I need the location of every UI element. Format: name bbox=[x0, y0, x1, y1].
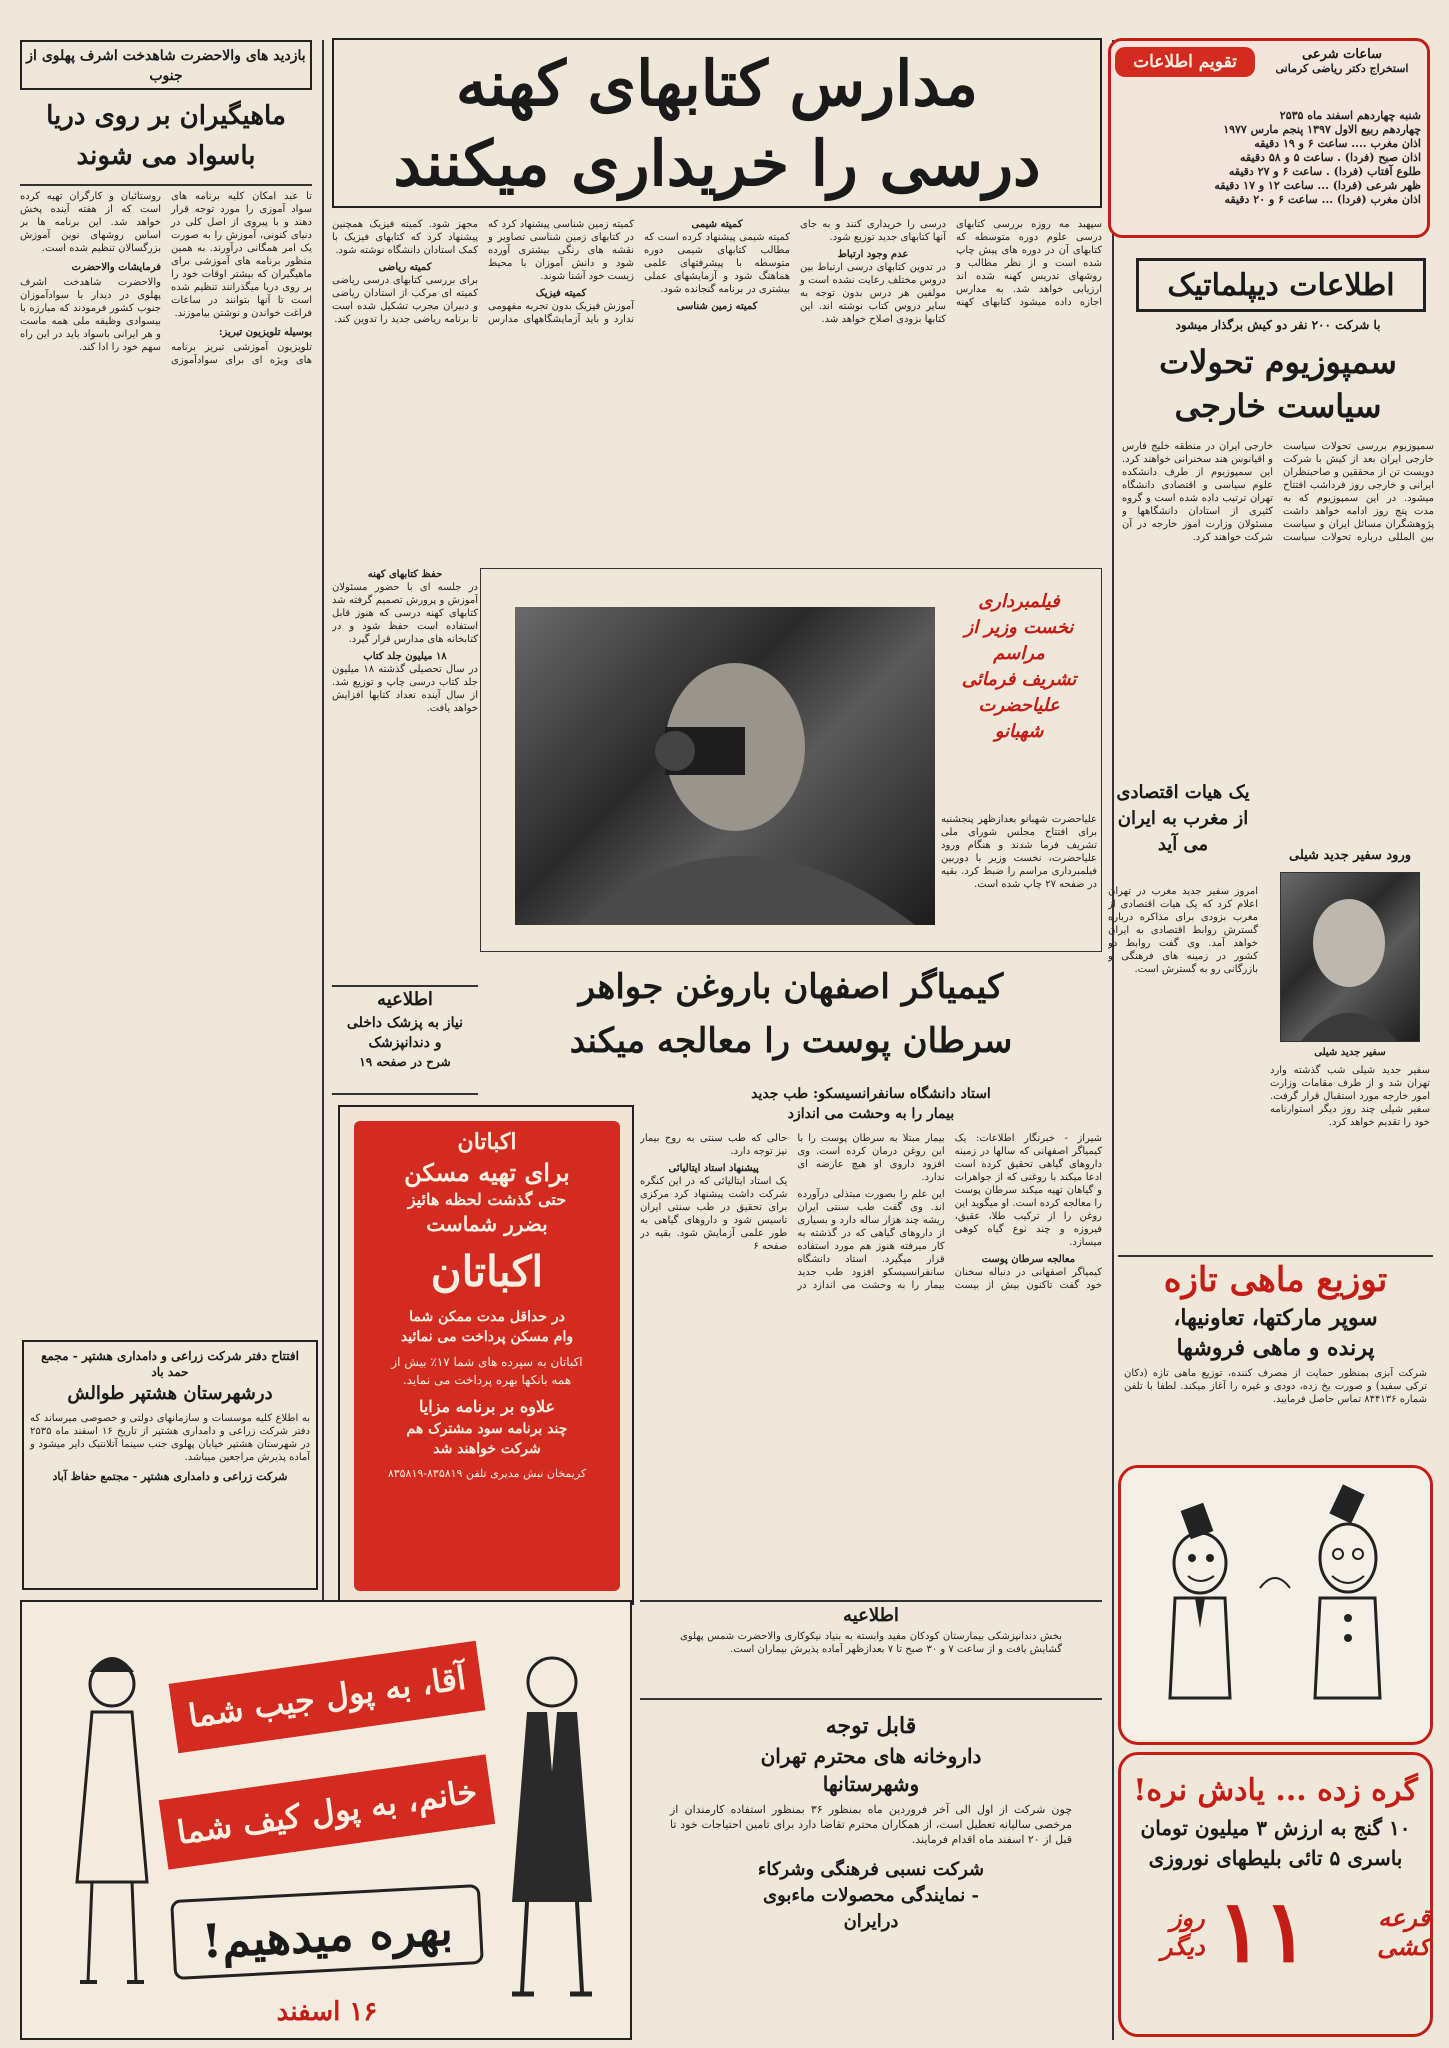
maskan-line-9: چند برنامه سود مشترک هم bbox=[406, 1421, 568, 1437]
economic-headline-1: یک هیات اقتصادی bbox=[1116, 782, 1250, 803]
schools-continued bbox=[332, 568, 478, 968]
main-headline-1: مدارس کتابهای کهنه bbox=[455, 47, 979, 120]
schools-sub-f: حفظ کتابهای کهنه bbox=[367, 569, 443, 580]
lottery-label-left: روز دیگر bbox=[1160, 1902, 1205, 1961]
photo-caption: علیاحضرت شهبانو بعدازظهر پنجشنبه برای افتتاح مجلس شورای ملی تشریف فرما شدند و هنگام ورود علیاحضرت، نخست وزیر با دوربین فیلمبرداری مراسم را ضبط کرد. بقیه در صفحه ۲۷ چاپ شده است. bbox=[941, 814, 1097, 890]
fishermen-headline bbox=[20, 96, 312, 186]
bank-date: ۱۶ اسفند bbox=[276, 1997, 378, 2027]
calendar-time: طلوع آفتاب (فردا) . ساعت ۶ و ۲۷ دقیقه bbox=[1228, 165, 1421, 178]
schools-article bbox=[332, 218, 1102, 563]
pharmacy-sub-2: وشهرستانها bbox=[822, 1772, 920, 1796]
isfahan-col1-sub: معالجه سرطان پوست bbox=[981, 1254, 1076, 1265]
dental-notice-title: اطلاعیه bbox=[377, 989, 433, 1010]
diplomatic-headline bbox=[1122, 340, 1434, 432]
calendar-time: اذان صبح (فردا) . ساعت ۵ و ۵۸ دقیقه bbox=[1240, 151, 1421, 164]
pm-camera-photo bbox=[515, 607, 935, 925]
isfahan-headline-2: سرطان پوست را معالجه میکند bbox=[569, 1021, 1013, 1061]
diplomatic-headline-2: سیاست خارجی bbox=[1174, 387, 1382, 425]
isfahan-col2: این علم را بصورت مبتذلی درآورده اند. وی گفت طب سنتی ایران ریشه چند هزار ساله دارد و بسیاری از داروهای گیاهی که در گذشته به کار میرفته هنوز هم مورد استفاده قرار میگیرد. استاد دانشگاه سانفرانسیسکو افزود طب جدید بیمار را به وحشت می اندازد در حالی که طب سنتی به روح بیمار نیز توجه دارد. bbox=[640, 1133, 945, 1291]
schools-sub-b: کمیته شیمی bbox=[691, 219, 743, 230]
maskan-line-5: وام مسکن پرداخت می نمائید bbox=[400, 1329, 574, 1345]
isfahan-subhead bbox=[640, 1084, 1102, 1128]
schools-sub-e: کمیته ریاضی bbox=[378, 262, 432, 273]
fishermen-subhead-1: بوسیله تلویزیون تبریز: bbox=[218, 327, 312, 338]
calendar-title: تقویم اطلاعات bbox=[1115, 47, 1255, 77]
cartoon-illustration bbox=[1120, 1468, 1430, 1740]
maskan-line-10: شرکت خواهند شد bbox=[433, 1441, 541, 1457]
fish-sub-2: پرنده و ماهی فروشها bbox=[1176, 1335, 1375, 1361]
lottery-headline: گره زده ... یادش نره! bbox=[1133, 1773, 1418, 1808]
maskan-ad bbox=[338, 1105, 634, 1605]
pharmacy-notice bbox=[640, 1710, 1102, 2040]
photo-headline-4: تشریف فرمائی bbox=[961, 669, 1077, 690]
hospital-notice bbox=[640, 1600, 1102, 1700]
calendar-date-1: شنبه چهاردهم اسفند ماه ۲۵۳۵ bbox=[1279, 109, 1421, 122]
isfahan-sub-2: بیمار را به وحشت می اندازد bbox=[787, 1106, 955, 1122]
calendar-box bbox=[1108, 38, 1430, 238]
maskan-line-7: همه بانکها بهره پرداخت می نماید. bbox=[402, 1373, 572, 1387]
top-left-box: بازدید های والاحضرت شاهدخت اشرف پهلوی از جنوب bbox=[20, 40, 312, 90]
photo-headline-6: شهبانو bbox=[994, 721, 1044, 742]
agriculture-title: افتتاح دفتر شرکت زراعی و دامداری هشتپر - مجمع حمد باد bbox=[41, 1349, 299, 1379]
lottery-line-1: ۱۰ گنج به ارزش ۳ میلیون تومان bbox=[1140, 1816, 1411, 1840]
photo-story-headline bbox=[941, 589, 1097, 809]
main-headline-2: درسی را خریداری میکنند bbox=[393, 127, 1041, 200]
fishermen-article bbox=[20, 190, 312, 1300]
schools-body-1: سپهبد مه روزه بررسی کتابهای درسی علوم دوره متوسطه که کتابهای آن در دوره های پیش چاپ شده است و از نظر مطالب و روشهای تدریس کهنه شده اند ارزیابی خواهد شد. به مدارس اجازه داده میشود کتابهای کهنه درسی را خریداری کنند و به جای آنها کتابهای جدید توزیع شود. bbox=[800, 219, 1102, 308]
calendar-time: اذان مغرب (فردا) ... ساعت ۶ و ۲۰ دقیقه bbox=[1224, 193, 1421, 206]
bank-banner-1: آقا، به پول جیب شما bbox=[169, 1641, 486, 1753]
maskan-line-1: برای تهیه مسکن bbox=[404, 1158, 570, 1187]
schools-body-5: آموزش فیزیک بدون تجربه مفهومی ندارد و باید آزمایشگاههای مدارس مجهز شود. کمیته فیزیک همچنین پیشنهاد کرد که کتابهای فیزیک با کمک استادان دانشگاه نوشته شود. bbox=[332, 219, 634, 325]
maskan-ad-panel bbox=[354, 1121, 620, 1591]
pharmacy-company-1: شرکت نسبی فرهنگی وشرکاء bbox=[757, 1859, 985, 1880]
diplomatic-subtitle: با شرکت ۲۰۰ نفر دو کیش برگذار میشود bbox=[1175, 318, 1381, 332]
maskan-line-2: حتی گذشت لحظه هائیز bbox=[407, 1190, 567, 1209]
ambassador-title: ورود سفیر جدید شیلی bbox=[1288, 848, 1412, 863]
schools-sub-g: ۱۸ میلیون جلد کتاب bbox=[363, 651, 447, 662]
bank-banner-2: خانم، به پول کیف شما bbox=[159, 1754, 496, 1869]
economic-headline-3: می آید bbox=[1157, 834, 1209, 855]
diplomatic-headline-1: سمپوزیوم تحولات bbox=[1159, 343, 1397, 381]
schools-sub-c: کمیته زمین شناسی bbox=[676, 301, 758, 312]
maskan-line-4: در حداقل مدت ممکن شما bbox=[409, 1309, 565, 1325]
ambassador-photo bbox=[1280, 872, 1420, 1042]
pharmacy-company-2: - نمایندگی محصولات ماءبوی bbox=[763, 1885, 979, 1906]
fish-sub-1: سوپر مارکتها، تعاونیها، bbox=[1173, 1305, 1378, 1331]
diplomatic-body: سمپوزیوم بررسی تحولات سیاست خارجی ایران بعد از کیش با شرکت دویست تن از محققین و صاحبنظران ایرانی و خارجی روز فرداشب افتتاح میشود. در این سمپوزیوم که به مدت پنج روز ادامه خواهد داشت پژوهشگران مسائل ایران و سیاست بین المللی درباره تحولات سیاست خارجی ایران در منطقه خلیج فارس و اقیانوس هند سخنرانی خواهند کرد. این سمپوزیوم از طرف دانشکده علوم سیاسی و اقتصادی دانشگاه تهران ترتیب داده شده است و گروه کثیری از استادان دانشگاهها و مسئولان وزارت امور خارجه در آن شرکت خواهند کرد. bbox=[1122, 441, 1434, 543]
isfahan-col1: شیراز - خبرنگار اطلاعات: یک کیمیاگر اصفهانی که سالها در زمینه داروهای گیاهی تحقیق کرده است ادعا میکند با روغنی که از جواهرات و گیاهان تهیه میکند سرطان پوست را معالجه کرده است. او میگوید این روغن را از ترکیب طلا، عقیق، فیروزه و چند نوع گیاه کوهی میسازد. bbox=[954, 1133, 1102, 1248]
fishermen-body-3: والاحضرت شاهدخت اشرف پهلوی در دیدار با سوادآموزان جنوب کشور فرمودند که مبارزه با بیسوادی وظیفه ملی همه ماست و هر ایرانی باسواد باید در این راه سهم خود را ادا کند. bbox=[20, 277, 161, 353]
fish-box bbox=[1118, 1255, 1433, 1455]
economic-headline bbox=[1108, 780, 1258, 880]
lottery-number: ۱۱ bbox=[1216, 1881, 1310, 1982]
isfahan-headline bbox=[480, 960, 1102, 1080]
photo-headline-5: علیاحضرت bbox=[978, 695, 1060, 716]
dental-notice bbox=[332, 985, 478, 1095]
lottery-label-right: قرعه کشی bbox=[1377, 1902, 1430, 1961]
fish-body: شرکت آبزی بمنظور حمایت از مصرف کننده، توزیع ماهی تازه (دکان ترکی سفید) و صورت یخ زده، دودی و غیره را آغاز میکند. لطفا با تلفن شماره ۸۴۴۱۳۶ تماس حاصل فرمایید. bbox=[1124, 1368, 1427, 1405]
maskan-brand-big: اکباتان bbox=[430, 1247, 544, 1296]
fishermen-headline-1: ماهیگیران بر روی دریا bbox=[46, 101, 286, 131]
pharmacy-body: چون شرکت از اول الی آخر فروردین ماه بمنظور ۳۶ بمنظور استفاده کارمندان از مرخصی سالیانه تعطیل است، از همکاران محترم تقاضا دارد برای تامین احتیاجات خود تا قبل از ۲۰ اسفند ماه اقدام فرمایند. bbox=[670, 1803, 1072, 1846]
agriculture-headline: درشهرستان هشتپر طوالش bbox=[67, 1383, 273, 1404]
bank-slogan: بهره میدهیم! bbox=[170, 1884, 484, 1980]
maskan-line-3: بضرر شماست bbox=[426, 1212, 548, 1236]
cartoon-box bbox=[1118, 1465, 1433, 1745]
calendar-date-2: چهاردهم ربیع الاول ۱۳۹۷ پنجم مارس ۱۹۷۷ bbox=[1223, 123, 1421, 136]
schools-body-8: در سال تحصیلی گذشته ۱۸ میلیون جلد کتاب درسی چاپ و توزیع شد. از سال آینده تعداد کتابها افزایش خواهد یافت. bbox=[332, 664, 478, 714]
schools-sub-a: عدم وجود ارتباط bbox=[837, 249, 909, 260]
prayer-subtitle: استخراج دکتر ریاضی کرمانی bbox=[1275, 62, 1409, 75]
hospital-notice-body: بخش دندانپزشکی بیمارستان کودکان مفید وابسته به بنیاد نیکوکاری والاحضرت شمس پهلوی گشایش یافت و از ساعت ۷ و ۳۰ صبح تا ۷ بعدازظهر آماده پذیرش بیماران است. bbox=[680, 1631, 1062, 1655]
schools-body-6: برای بررسی کتابهای درسی ریاضی کمیته ای مرکب از استادان ریاضی و دبیران مجرب تشکیل شده است تا برنامه ریاضی جدید را تدوین کند. bbox=[332, 275, 478, 325]
dental-notice-sub-1: نیاز به پزشک داخلی bbox=[346, 1015, 464, 1031]
dental-notice-sub-3: شرح در صفحه ۱۹ bbox=[359, 1055, 451, 1069]
maskan-line-8: علاوه بر برنامه مزایا bbox=[418, 1397, 556, 1416]
isfahan-col2b: یک استاد ایتالیائی که در این کنگره شرکت داشت پیشنهاد کرد مرکزی برای تحقیق در طب سنتی ایران تاسیس شود و داروهای گیاهی به طور علمی آزمایش شود. بقیه در صفحه ۶ bbox=[640, 1176, 788, 1252]
maskan-line-6: اکباتان به سپرده های شما ۱۷٪ بیش از bbox=[391, 1355, 583, 1369]
fishermen-subhead-2: فرمایشات والاحضرت bbox=[71, 262, 161, 273]
pharmacy-company-3: درایران bbox=[843, 1911, 899, 1932]
lottery-box bbox=[1118, 1752, 1433, 2037]
schools-body-3: کمیته شیمی پیشنهاد کرده است که مطالب کتابهای شیمی دوره متوسطه با پیشرفتهای علمی هماهنگ شود و آزمایشهای عملی بیشتری در برنامه گنجانده شود. bbox=[644, 232, 790, 295]
ambassador-body: سفیر جدید شیلی شب گذشته وارد تهران شد و از طرف مقامات وزارت امور خارجه مورد استقبال قرار گرفت. سفیر شیلی چند روز دیگر استوارنامه خود را تقدیم خواهد کرد. bbox=[1270, 1065, 1430, 1128]
maskan-brand-top: اکباتان bbox=[457, 1129, 517, 1155]
fishermen-body-2: تلویزیون آموزشی تبریز برنامه های ویژه ای برای سوادآموزی روستائیان و کارگران تهیه کرده است که از هفته آینده پخش خواهد شد. این برنامه ها بر اساس روشهای نوین آموزش بزرگسالان تنظیم شده است. bbox=[20, 191, 312, 366]
schools-body-4: کمیته زمین شناسی پیشنهاد کرد که در کتابهای زمین شناسی تصاویر و نقشه های رنگی بیشتری آورده شود و دانش آموزان با محیط زیست خود آشنا شوند. bbox=[488, 219, 634, 282]
lottery-line-2: باسری ۵ تائی بلیطهای نوروزی bbox=[1148, 1846, 1403, 1870]
pharmacy-sub-1: داروخانه های محترم تهران bbox=[760, 1744, 982, 1768]
bank-ad bbox=[20, 1600, 632, 2040]
calendar-time: اذان مغرب .... ساعت ۶ و ۱۹ دقیقه bbox=[1254, 137, 1421, 150]
main-headline-box bbox=[332, 38, 1102, 208]
isfahan-sub-1: استاد دانشگاه سانفرانسیسکو: طب جدید bbox=[751, 1086, 991, 1102]
economic-body: امروز سفیر جدید مغرب در تهران اعلام کرد که یک هیات اقتصادی از مغرب بزودی برای مذاکره درباره گسترش روابط اقتصادی به ایران خواهد آمد. وی گفت روابط دو کشور در زمینه های فرهنگی و بازرگانی رو به گسترش است. bbox=[1108, 886, 1258, 975]
isfahan-article bbox=[640, 1132, 1102, 1592]
agriculture-footer: شرکت زراعی و دامداری هشتپر - مجتمع حفاظ آباد bbox=[52, 1470, 288, 1483]
schools-sub-d: کمیته فیزیک bbox=[535, 288, 587, 299]
ambassador-caption: سفیر جدید شیلی bbox=[1314, 1047, 1386, 1058]
pharmacy-title: قابل توجه bbox=[825, 1713, 917, 1739]
photo-headline-3: مراسم bbox=[993, 643, 1045, 664]
diplomatic-title: اطلاعات دیپلماتیک bbox=[1136, 258, 1426, 312]
isfahan-headline-1: کیمیاگر اصفهان باروغن جواهر bbox=[578, 967, 1004, 1007]
photo-story-box bbox=[480, 568, 1102, 952]
isfahan-col2-sub: پیشنهاد استاد ایتالیائی bbox=[668, 1163, 759, 1174]
economic-headline-2: از مغرب به ایران bbox=[1117, 808, 1249, 829]
maskan-contact: کریمخان نبش مدیری تلفن ۸۳۵۸۱۹-۸۳۵۸۱۹ bbox=[387, 1467, 587, 1480]
photo-headline-2: نخست وزیر از bbox=[964, 617, 1074, 638]
dental-notice-sub-2: و دندانپزشک bbox=[368, 1035, 442, 1051]
schools-body-7: در جلسه ای با حضور مسئولان آموزش و پرورش تصمیم گرفته شد کتابهای کهنه درسی که هنوز قابل استفاده است حفظ شود و در کتابخانه های مدارس قرار گیرد. bbox=[332, 582, 478, 645]
fish-headline: توزیع ماهی تازه bbox=[1163, 1260, 1388, 1300]
agriculture-body: به اطلاع کلیه موسسات و سازمانهای دولتی و خصوصی میرساند که دفتر شرکت زراعی و دامداری هشتپر از تاریخ ۱۶ اسفند ماه ۲۵۳۵ در شهرستان هشتپر خیابان پهلوی جنب سینما آتلانتیک دایر میشود و آماده پذیرش مراجعین میباشد. bbox=[30, 1413, 310, 1463]
schools-body-2: در تدوین کتابهای درسی ارتباط بین دروس مختلف رعایت نشده است و مولفین هر درس بدون توجه به سایر دروس کتاب نوشته اند. این کتابها بزودی اصلاح خواهد شد. bbox=[800, 262, 946, 325]
hospital-notice-title: اطلاعیه bbox=[843, 1605, 899, 1626]
isfahan-col1b: کیمیاگر اصفهانی در دنباله سخنان خود گفت تاکنون بیش از بیست بیمار مبتلا به سرطان پوست را با این روغن درمان کرده است. وی افزود داروی او هیچ عارضه ای ندارد. bbox=[797, 1133, 1102, 1291]
photo-headline-1: فیلمبرداری bbox=[978, 591, 1060, 612]
fishermen-headline-2: باسواد می شوند bbox=[76, 141, 256, 171]
fishermen-body: تا عبد امکان کلیه برنامه های سواد آموزی را مورد توجه قرار دهند و با پیروی از اصل کلی در دنیای کنونی، آموزش را به صورت یک امر همگانی درآورند. به همین منظور برنامه های آموزشی برای ماهیگیران که بیشتر اوقات خود را بر روی دریا میگذرانند تنظیم شده است تا آنها بتوانند در ساعات فراغت خواندن و نوشتن بیاموزند. bbox=[171, 191, 312, 319]
prayer-title: ساعات شرعی bbox=[1302, 47, 1382, 62]
calendar-time: ظهر شرعی (فردا) ... ساعت ۱۲ و ۱۷ دقیقه bbox=[1214, 179, 1421, 192]
agriculture-box bbox=[22, 1340, 318, 1590]
